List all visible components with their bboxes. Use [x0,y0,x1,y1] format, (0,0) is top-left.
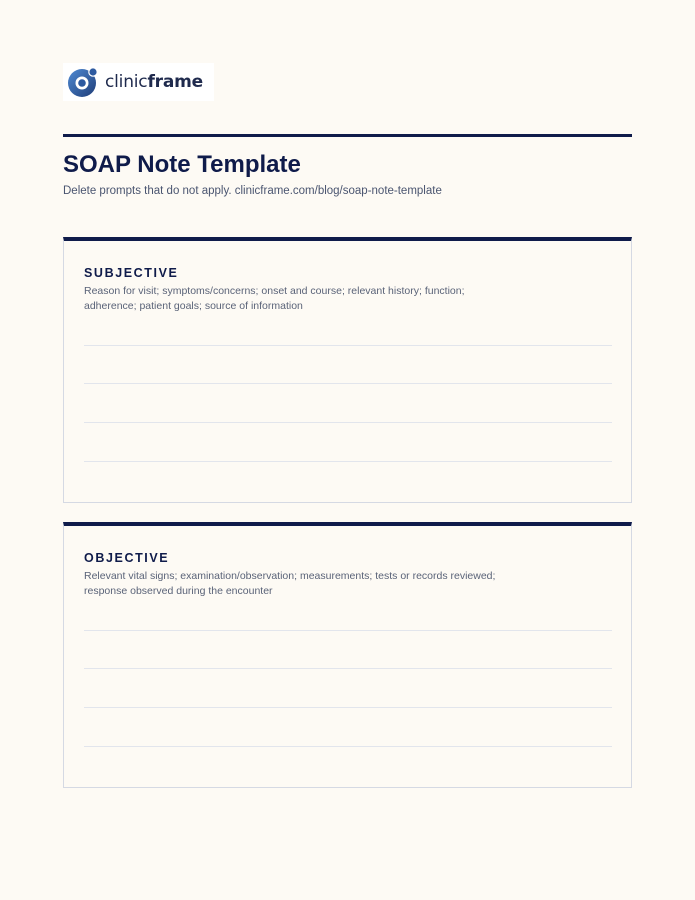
page-subtitle: Delete prompts that do not apply. clinicframe.com/blog/soap-note-template [63,185,442,197]
page-title: SOAP Note Template [63,151,301,178]
brand-name-light: clinic [105,72,148,92]
writing-line[interactable] [84,345,612,346]
section-objective [63,522,632,788]
writing-line[interactable] [84,707,612,708]
clinicframe-logo [63,63,214,101]
writing-line[interactable] [84,668,612,669]
clinicframe-logo-icon [66,65,100,99]
writing-line[interactable] [84,383,612,384]
section-subjective [63,237,632,503]
brand-name-bold: frame [147,72,203,92]
writing-line[interactable] [84,422,612,423]
header-divider [63,134,632,137]
writing-line[interactable] [84,630,612,631]
section-heading: SUBJECTIVE [84,266,179,280]
section-heading: OBJECTIVE [84,551,170,565]
brand-wordmark [105,72,203,92]
section-prompt: Reason for visit; symptoms/concerns; onset and course; relevant history; function; adherence; patient goals; source of information [84,285,465,312]
writing-line[interactable] [84,461,612,462]
writing-line[interactable] [84,746,612,747]
section-prompt: Relevant vital signs; examination/observation; measurements; tests or records reviewed; response observed during the encounter [84,570,496,597]
